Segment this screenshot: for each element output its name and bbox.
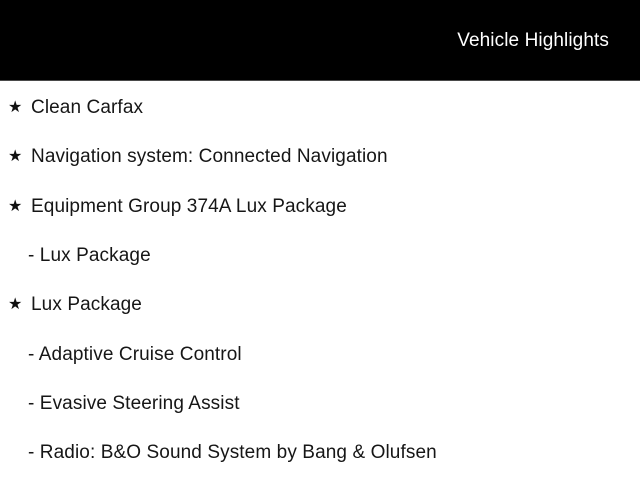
list-item [0, 132, 640, 181]
star-icon: ★ [8, 146, 23, 166]
section-header [0, 0, 640, 81]
star-icon: ★ [8, 97, 23, 117]
list-subitem [0, 379, 640, 428]
list-subitem [0, 329, 640, 378]
list-item-label: Lux Package [31, 294, 142, 316]
list-item-label: Clean Carfax [31, 97, 144, 119]
list-item [0, 182, 640, 231]
star-icon: ★ [8, 195, 23, 215]
list-subitem [0, 231, 640, 280]
list-subitem-label: - Evasive Steering Assist [28, 392, 240, 414]
list-subitem-label: - Radio: B&O Sound System by Bang & Olufsen [28, 442, 437, 464]
list-item [0, 280, 640, 329]
list-subitem-label: - Adaptive Cruise Control [28, 343, 242, 365]
list-subitem-label: - Lux Package [28, 245, 151, 267]
list-item-label: Navigation system: Connected Navigation [31, 146, 388, 168]
list-item [0, 83, 640, 132]
list-subitem [0, 428, 640, 477]
star-icon: ★ [8, 294, 23, 314]
highlights-list [0, 81, 640, 477]
page-title: Vehicle Highlights [457, 29, 609, 51]
list-item-label: Equipment Group 374A Lux Package [31, 195, 347, 217]
